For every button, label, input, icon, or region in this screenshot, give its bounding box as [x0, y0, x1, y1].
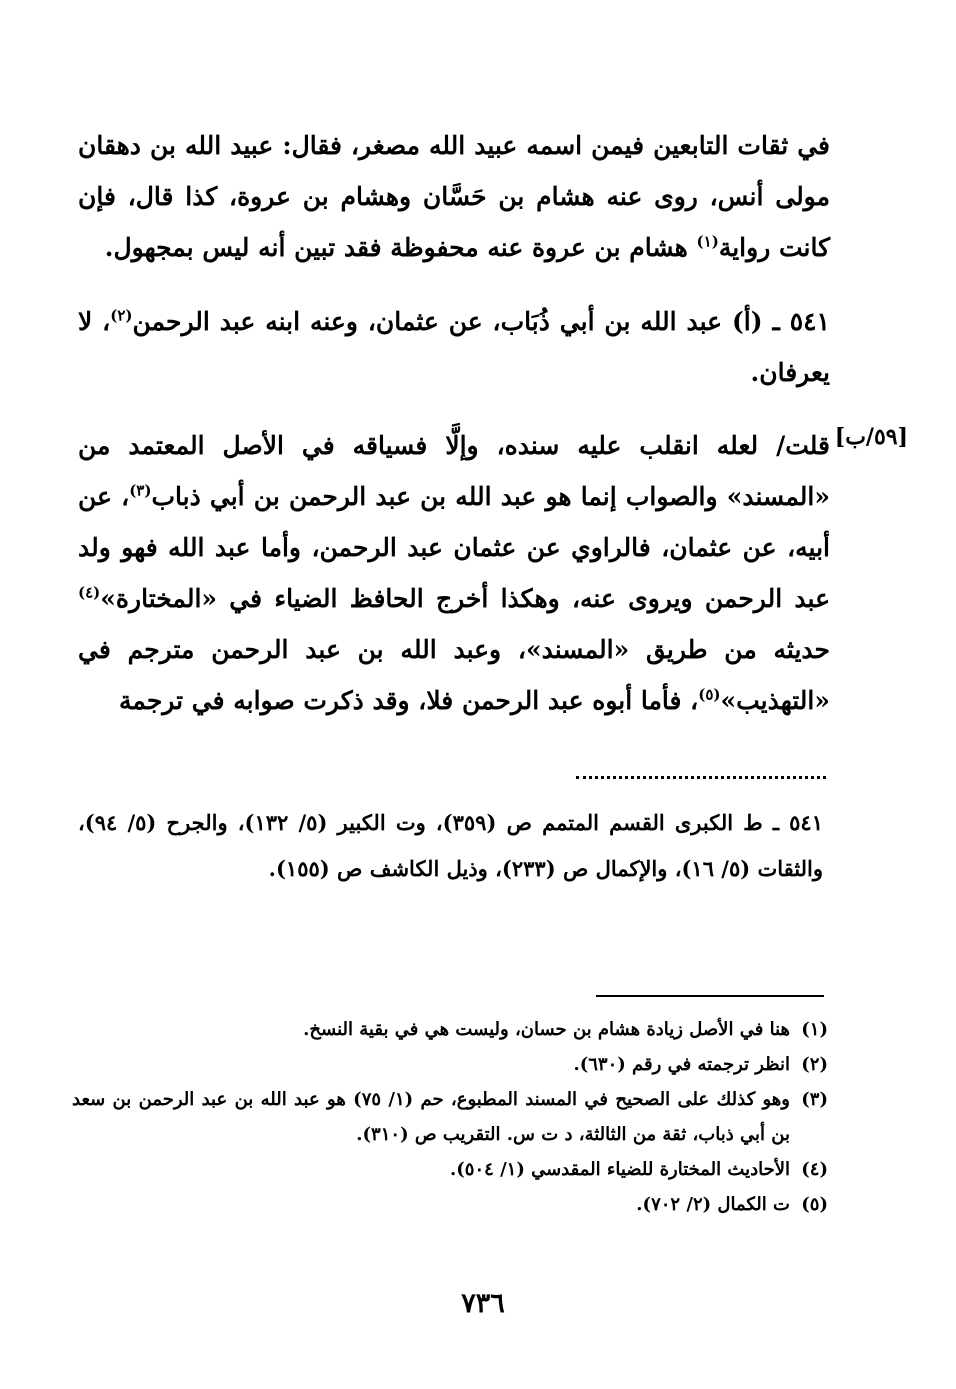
paragraph-intro-text: في ثقات التابعين فيمن اسمه عبيد الله مصغر، فقال: عبيد الله بن دهقان مولى أنس، روى عنه هشام بن حَسَّان وهشام بن عروة، كذا قال، فإن كانت رواية	[78, 131, 830, 262]
footnotes	[72, 1012, 828, 1222]
entry-541	[78, 296, 830, 398]
footnote-ref-5[interactable]: (٥)	[698, 685, 721, 704]
commentary-part-1: قلت/ لعله انقلب عليه سنده، وإلَّا فسياقه في الأصل المعتمد من «المسند» والصواب إنما هو عبد الله بن عبد الرحمن بن أبي ذباب	[78, 431, 830, 511]
footnote-rule	[596, 995, 824, 997]
footnote-number: (٣)	[801, 1089, 828, 1110]
footnote-number: (٢)	[801, 1054, 828, 1075]
dotted-separator	[576, 776, 826, 779]
commentary-paragraph	[78, 420, 830, 726]
footnote-ref-1[interactable]: (١)	[696, 232, 719, 251]
footnote-text: هنا في الأصل زيادة هشام بن حسان، وليست هي في بقية النسخ.	[303, 1019, 790, 1040]
footnote-3	[72, 1082, 828, 1152]
footnote-number: (١)	[801, 1019, 828, 1040]
sources-paragraph: ٥٤١ ـ ط الكبرى القسم المتمم ص (٣٥٩)، وت الكبير (٥/ ١٣٢)، والجرح (٥/ ٩٤)، والثقات (٥/ ١٦)، والإكمال ص (٢٣٣)، وذيل الكاشف ص (١٥٥).	[78, 810, 823, 881]
footnote-number: (٥)	[801, 1194, 828, 1215]
footnote-text: انظر ترجمته في رقم (٦٣٠).	[573, 1054, 790, 1075]
commentary-part-4: ، فأما أبوه عبد الرحمن فلا، وقد ذكرت صوابه في ترجمة	[118, 686, 699, 715]
footnote-text: الأحاديث المختارة للضياء المقدسي (١/ ٥٠٤).	[449, 1159, 790, 1180]
footnote-ref-2[interactable]: (٢)	[110, 306, 133, 325]
paragraph-intro	[78, 120, 830, 273]
entry-heading: ٥٤١ ـ (أ) عبد الله بن أبي ذُبَاب، عن عثمان، وعنه ابنه عبد الرحمن	[132, 307, 830, 336]
page-number: ٧٣٦	[461, 1288, 505, 1319]
footnote-ref-4[interactable]: (٤)	[78, 583, 101, 602]
paragraph-intro-end: هشام بن عروة عنه محفوظة فقد تبين أنه ليس بمجهول.	[104, 233, 697, 262]
commentary-part-3: حديثه من طريق «المسند»، وعبد الله بن عبد الرحمن مترجم في «التهذيب»	[78, 635, 830, 715]
footnote-2	[72, 1047, 828, 1082]
commentary-part-2: ، عن أبيه، عن عثمان، فالراوي عن عثمان عبد الرحمن، وأما عبد الله فهو ولد عبد الرحمن ويروى عنه، وهكذا أخرج الحافظ الضياء في «المختارة»	[78, 482, 830, 613]
footnote-text: وهو كذلك على الصحيح في المسند المطبوع، حم (١/ ٧٥) هو عبد الله بن عبد الرحمن بن سعد بن أبي ذباب، ثقة من الثالثة، د ت س. التقريب ص (٣١٠).	[72, 1089, 790, 1145]
footnote-5	[72, 1187, 828, 1222]
footnote-4	[72, 1152, 828, 1187]
footnote-1	[72, 1012, 828, 1047]
margin-folio-reference: [٥٩/ب]	[834, 424, 908, 450]
footnote-text: ت الكمال (٢/ ٧٠٢).	[636, 1194, 790, 1215]
footnote-number: (٤)	[801, 1159, 828, 1180]
footnote-ref-3[interactable]: (٣)	[129, 481, 152, 500]
entry-heading-end: ، لا يعرفان.	[78, 307, 830, 387]
